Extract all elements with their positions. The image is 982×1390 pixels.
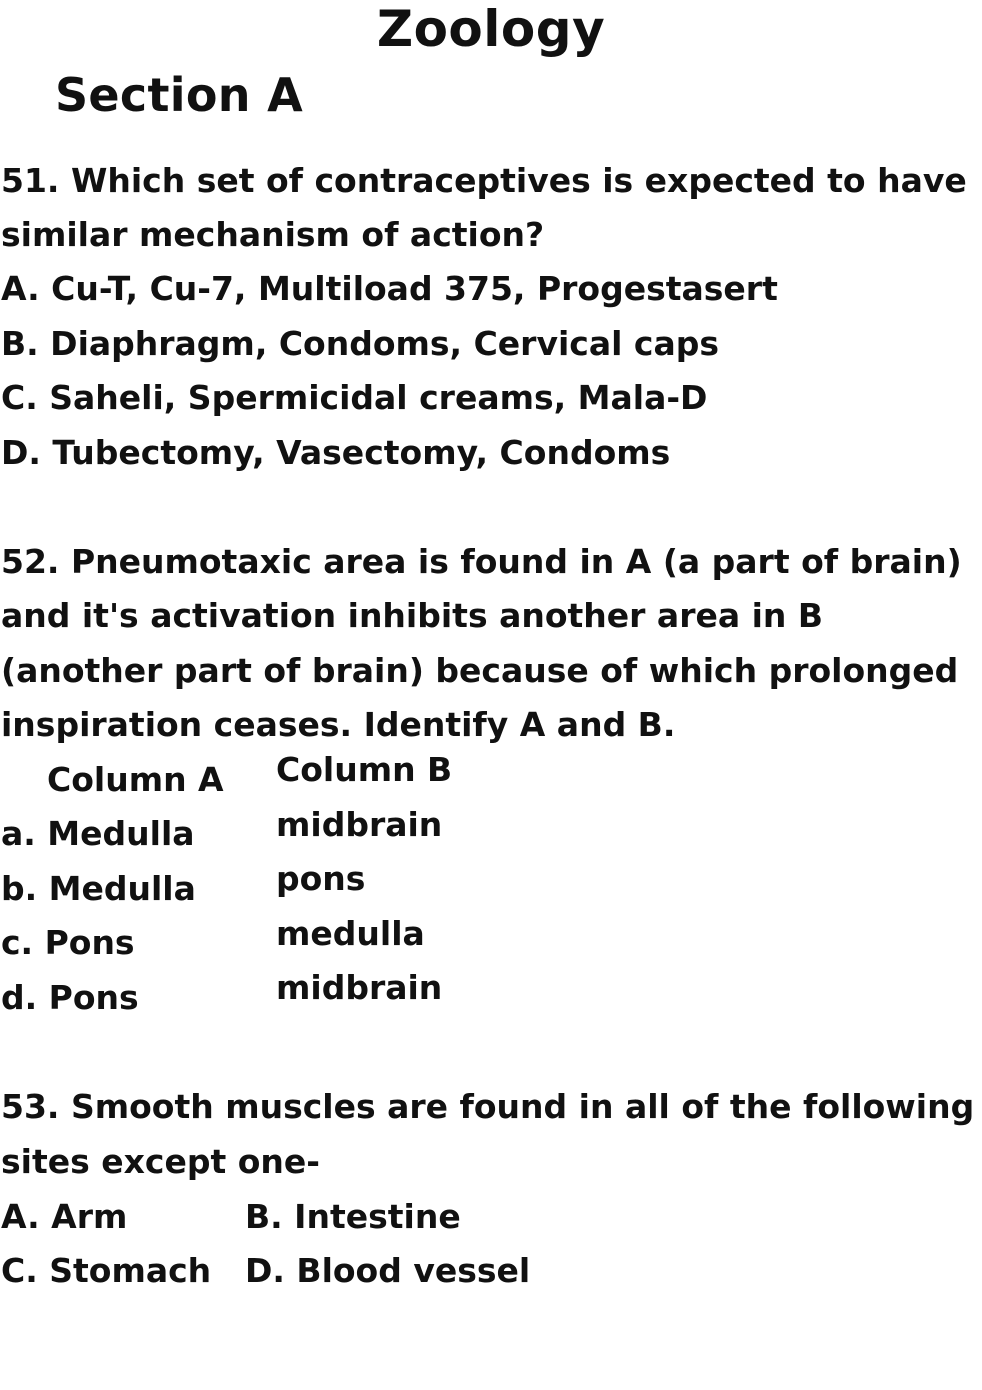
option-c-column-b: medulla [276, 914, 425, 953]
question-52-text-line-4: inspiration ceases. Identify A and B. [1, 705, 676, 744]
question-51-option-d: D. Tubectomy, Vasectomy, Condoms [1, 433, 671, 472]
question-51-option-b: B. Diaphragm, Condoms, Cervical caps [1, 324, 719, 363]
question-53-text-line-1: 53. Smooth muscles are found in all of the following [1, 1087, 975, 1126]
option-d-column-a: d. Pons [1, 978, 139, 1017]
question-51-option-c: C. Saheli, Spermicidal creams, Mala-D [1, 378, 708, 417]
option-c-column-a: c. Pons [1, 923, 135, 962]
question-51-option-a: A. Cu-T, Cu-7, Multiload 375, Progestasert [1, 269, 778, 308]
question-52-text-line-1: 52. Pneumotaxic area is found in A (a part of brain) [1, 542, 962, 581]
question-52-text-line-2: and it's activation inhibits another area in B [1, 596, 824, 635]
option-a-column-b: midbrain [276, 805, 443, 844]
question-53-option-a: A. Arm [1, 1197, 128, 1236]
page-title: Zoology [376, 0, 606, 58]
question-53-option-c: C. Stomach [1, 1251, 212, 1290]
question-51-text-line-1: 51. Which set of contraceptives is expected to have [1, 161, 967, 200]
question-51-text-line-2: similar mechanism of action? [1, 215, 545, 254]
question-53-option-b: B. Intestine [245, 1197, 461, 1236]
column-a-header: Column A [47, 760, 224, 799]
column-b-header: Column B [276, 750, 453, 789]
option-a-column-a: a. Medulla [1, 814, 195, 853]
option-b-column-b: pons [276, 859, 366, 898]
section-heading: Section A [55, 68, 304, 122]
question-52-text-line-3: (another part of brain) because of which prolonged [1, 651, 959, 690]
option-b-column-a: b. Medulla [1, 869, 196, 908]
question-53-text-line-2: sites except one- [1, 1142, 320, 1181]
option-d-column-b: midbrain [276, 968, 443, 1007]
question-53-option-d: D. Blood vessel [245, 1251, 531, 1290]
